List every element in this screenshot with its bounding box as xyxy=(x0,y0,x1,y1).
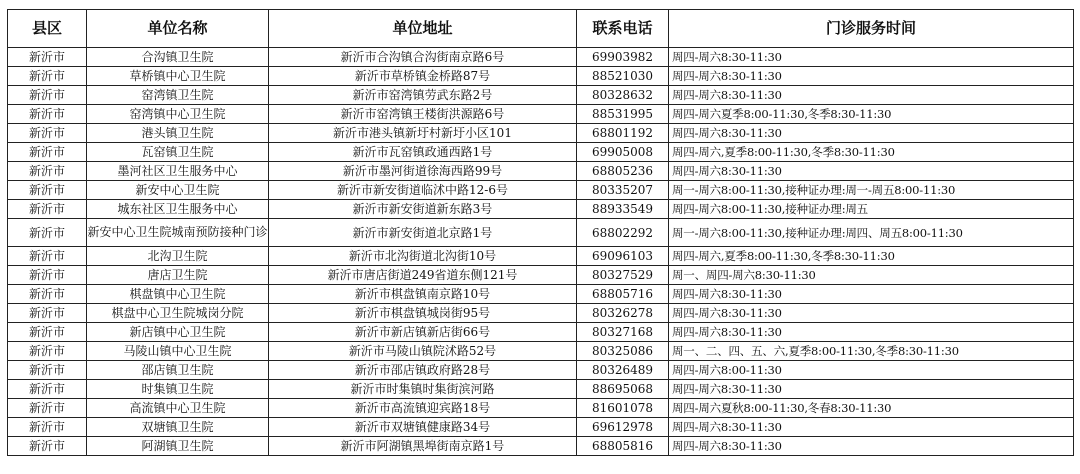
cell-hours: 周一-周六8:00-11:30,接种证办理:周四、周五8:00-11:30 xyxy=(669,219,1074,247)
cell-address: 新沂市时集镇时集街滨河路 xyxy=(269,380,577,399)
cell-phone: 88933549 xyxy=(577,200,669,219)
cell-unit: 新安中心卫生院城南预防接种门诊 xyxy=(87,219,269,247)
table-row xyxy=(8,219,1074,247)
table-row xyxy=(8,399,1074,418)
cell-hours: 周四-周六8:30-11:30 xyxy=(669,86,1074,105)
table-row xyxy=(8,67,1074,86)
cell-address: 新沂市棋盘镇南京路10号 xyxy=(269,285,577,304)
cell-unit: 瓦窑镇卫生院 xyxy=(87,143,269,162)
cell-hours: 周四-周六8:30-11:30 xyxy=(669,437,1074,456)
cell-unit: 马陵山镇中心卫生院 xyxy=(87,342,269,361)
cell-unit: 双塘镇卫生院 xyxy=(87,418,269,437)
cell-county: 新沂市 xyxy=(8,380,87,399)
cell-address: 新沂市邵店镇政府路28号 xyxy=(269,361,577,380)
cell-phone: 80326489 xyxy=(577,361,669,380)
table-body xyxy=(8,48,1074,456)
cell-county: 新沂市 xyxy=(8,200,87,219)
cell-phone: 80327529 xyxy=(577,266,669,285)
cell-phone: 68805716 xyxy=(577,285,669,304)
cell-address: 新沂市新安街道临沭中路12-6号 xyxy=(269,181,577,200)
cell-unit: 城东社区卫生服务中心 xyxy=(87,200,269,219)
cell-county: 新沂市 xyxy=(8,86,87,105)
cell-phone: 80328632 xyxy=(577,86,669,105)
cell-hours: 周四-周六,夏季8:00-11:30,冬季8:30-11:30 xyxy=(669,143,1074,162)
cell-unit: 时集镇卫生院 xyxy=(87,380,269,399)
cell-hours: 周四-周六8:30-11:30 xyxy=(669,323,1074,342)
table-row xyxy=(8,162,1074,181)
cell-county: 新沂市 xyxy=(8,105,87,124)
cell-phone: 68805816 xyxy=(577,437,669,456)
table-row xyxy=(8,437,1074,456)
cell-county: 新沂市 xyxy=(8,323,87,342)
cell-phone: 81601078 xyxy=(577,399,669,418)
cell-unit: 阿湖镇卫生院 xyxy=(87,437,269,456)
cell-unit: 墨河社区卫生服务中心 xyxy=(87,162,269,181)
cell-address: 新沂市双塘镇健康路34号 xyxy=(269,418,577,437)
cell-phone: 88695068 xyxy=(577,380,669,399)
cell-address: 新沂市高流镇迎宾路18号 xyxy=(269,399,577,418)
cell-county: 新沂市 xyxy=(8,361,87,380)
cell-phone: 68801192 xyxy=(577,124,669,143)
cell-phone: 80326278 xyxy=(577,304,669,323)
cell-address: 新沂市港头镇新圩村新圩小区101 xyxy=(269,124,577,143)
table-row xyxy=(8,105,1074,124)
cell-address: 新沂市合沟镇合沟街南京路6号 xyxy=(269,48,577,67)
cell-county: 新沂市 xyxy=(8,418,87,437)
cell-unit: 新安中心卫生院 xyxy=(87,181,269,200)
clinic-table xyxy=(7,9,1074,456)
cell-hours: 周四-周六8:30-11:30 xyxy=(669,418,1074,437)
cell-hours: 周四-周六8:30-11:30 xyxy=(669,67,1074,86)
cell-county: 新沂市 xyxy=(8,124,87,143)
cell-unit: 高流镇中心卫生院 xyxy=(87,399,269,418)
cell-address: 新沂市窑湾镇劳武东路2号 xyxy=(269,86,577,105)
cell-phone: 68805236 xyxy=(577,162,669,181)
table-row xyxy=(8,380,1074,399)
cell-hours: 周四-周六8:00-11:30 xyxy=(669,361,1074,380)
cell-hours: 周四-周六8:30-11:30 xyxy=(669,162,1074,181)
table-row xyxy=(8,323,1074,342)
cell-phone: 68802292 xyxy=(577,219,669,247)
table-row xyxy=(8,181,1074,200)
cell-unit: 窑湾镇中心卫生院 xyxy=(87,105,269,124)
cell-unit: 草桥镇中心卫生院 xyxy=(87,67,269,86)
table-row xyxy=(8,86,1074,105)
cell-hours: 周四-周六8:30-11:30 xyxy=(669,48,1074,67)
cell-phone: 69905008 xyxy=(577,143,669,162)
cell-address: 新沂市草桥镇金桥路87号 xyxy=(269,67,577,86)
cell-phone: 88521030 xyxy=(577,67,669,86)
cell-phone: 80327168 xyxy=(577,323,669,342)
cell-unit: 港头镇卫生院 xyxy=(87,124,269,143)
cell-address: 新沂市北沟街道北沟街10号 xyxy=(269,247,577,266)
table-row xyxy=(8,361,1074,380)
cell-hours: 周四-周六8:30-11:30 xyxy=(669,304,1074,323)
cell-county: 新沂市 xyxy=(8,219,87,247)
cell-hours: 周四-周六,夏季8:00-11:30,冬季8:30-11:30 xyxy=(669,247,1074,266)
cell-county: 新沂市 xyxy=(8,247,87,266)
table-row xyxy=(8,124,1074,143)
cell-address: 新沂市新安街道新东路3号 xyxy=(269,200,577,219)
table-row xyxy=(8,247,1074,266)
cell-county: 新沂市 xyxy=(8,162,87,181)
header-address: 单位地址 xyxy=(269,10,577,48)
cell-address: 新沂市墨河街道徐海西路99号 xyxy=(269,162,577,181)
table-row xyxy=(8,418,1074,437)
table-row xyxy=(8,304,1074,323)
header-county: 县区 xyxy=(8,10,87,48)
cell-hours: 周四-周六8:30-11:30 xyxy=(669,124,1074,143)
cell-hours: 周一、二、四、五、六,夏季8:00-11:30,冬季8:30-11:30 xyxy=(669,342,1074,361)
header-row xyxy=(8,10,1074,48)
cell-county: 新沂市 xyxy=(8,181,87,200)
cell-hours: 周四-周六夏秋8:00-11:30,冬春8:30-11:30 xyxy=(669,399,1074,418)
cell-county: 新沂市 xyxy=(8,342,87,361)
cell-address: 新沂市窑湾镇王楼街洪源路6号 xyxy=(269,105,577,124)
cell-unit: 唐店卫生院 xyxy=(87,266,269,285)
cell-county: 新沂市 xyxy=(8,67,87,86)
cell-unit: 北沟卫生院 xyxy=(87,247,269,266)
cell-county: 新沂市 xyxy=(8,304,87,323)
cell-address: 新沂市瓦窑镇政通西路1号 xyxy=(269,143,577,162)
cell-hours: 周一-周六8:00-11:30,接种证办理:周一-周五8:00-11:30 xyxy=(669,181,1074,200)
cell-unit: 新店镇中心卫生院 xyxy=(87,323,269,342)
cell-hours: 周四-周六8:30-11:30 xyxy=(669,380,1074,399)
cell-phone: 69612978 xyxy=(577,418,669,437)
cell-hours: 周四-周六夏季8:00-11:30,冬季8:30-11:30 xyxy=(669,105,1074,124)
table-row xyxy=(8,342,1074,361)
header-phone: 联系电话 xyxy=(577,10,669,48)
cell-county: 新沂市 xyxy=(8,399,87,418)
cell-county: 新沂市 xyxy=(8,143,87,162)
cell-phone: 80325086 xyxy=(577,342,669,361)
cell-unit: 棋盘中心卫生院城岗分院 xyxy=(87,304,269,323)
cell-address: 新沂市阿湖镇黑埠街南京路1号 xyxy=(269,437,577,456)
cell-phone: 69903982 xyxy=(577,48,669,67)
cell-address: 新沂市唐店街道249省道东侧121号 xyxy=(269,266,577,285)
table-row xyxy=(8,285,1074,304)
cell-phone: 80335207 xyxy=(577,181,669,200)
table-row xyxy=(8,200,1074,219)
cell-address: 新沂市棋盘镇城岗街95号 xyxy=(269,304,577,323)
cell-county: 新沂市 xyxy=(8,437,87,456)
cell-phone: 69096103 xyxy=(577,247,669,266)
cell-address: 新沂市新安街道北京路1号 xyxy=(269,219,577,247)
header-hours: 门诊服务时间 xyxy=(669,10,1074,48)
cell-county: 新沂市 xyxy=(8,48,87,67)
cell-unit: 棋盘镇中心卫生院 xyxy=(87,285,269,304)
cell-county: 新沂市 xyxy=(8,266,87,285)
table-row xyxy=(8,266,1074,285)
cell-address: 新沂市马陵山镇院沭路52号 xyxy=(269,342,577,361)
table-row xyxy=(8,48,1074,67)
cell-unit: 合沟镇卫生院 xyxy=(87,48,269,67)
cell-phone: 88531995 xyxy=(577,105,669,124)
table-row xyxy=(8,143,1074,162)
header-unit: 单位名称 xyxy=(87,10,269,48)
cell-address: 新沂市新店镇新店街66号 xyxy=(269,323,577,342)
cell-county: 新沂市 xyxy=(8,285,87,304)
cell-unit: 窑湾镇卫生院 xyxy=(87,86,269,105)
cell-hours: 周一、周四-周六8:30-11:30 xyxy=(669,266,1074,285)
cell-hours: 周四-周六8:30-11:30 xyxy=(669,285,1074,304)
cell-hours: 周四-周六8:00-11:30,接种证办理:周五 xyxy=(669,200,1074,219)
cell-unit: 邵店镇卫生院 xyxy=(87,361,269,380)
